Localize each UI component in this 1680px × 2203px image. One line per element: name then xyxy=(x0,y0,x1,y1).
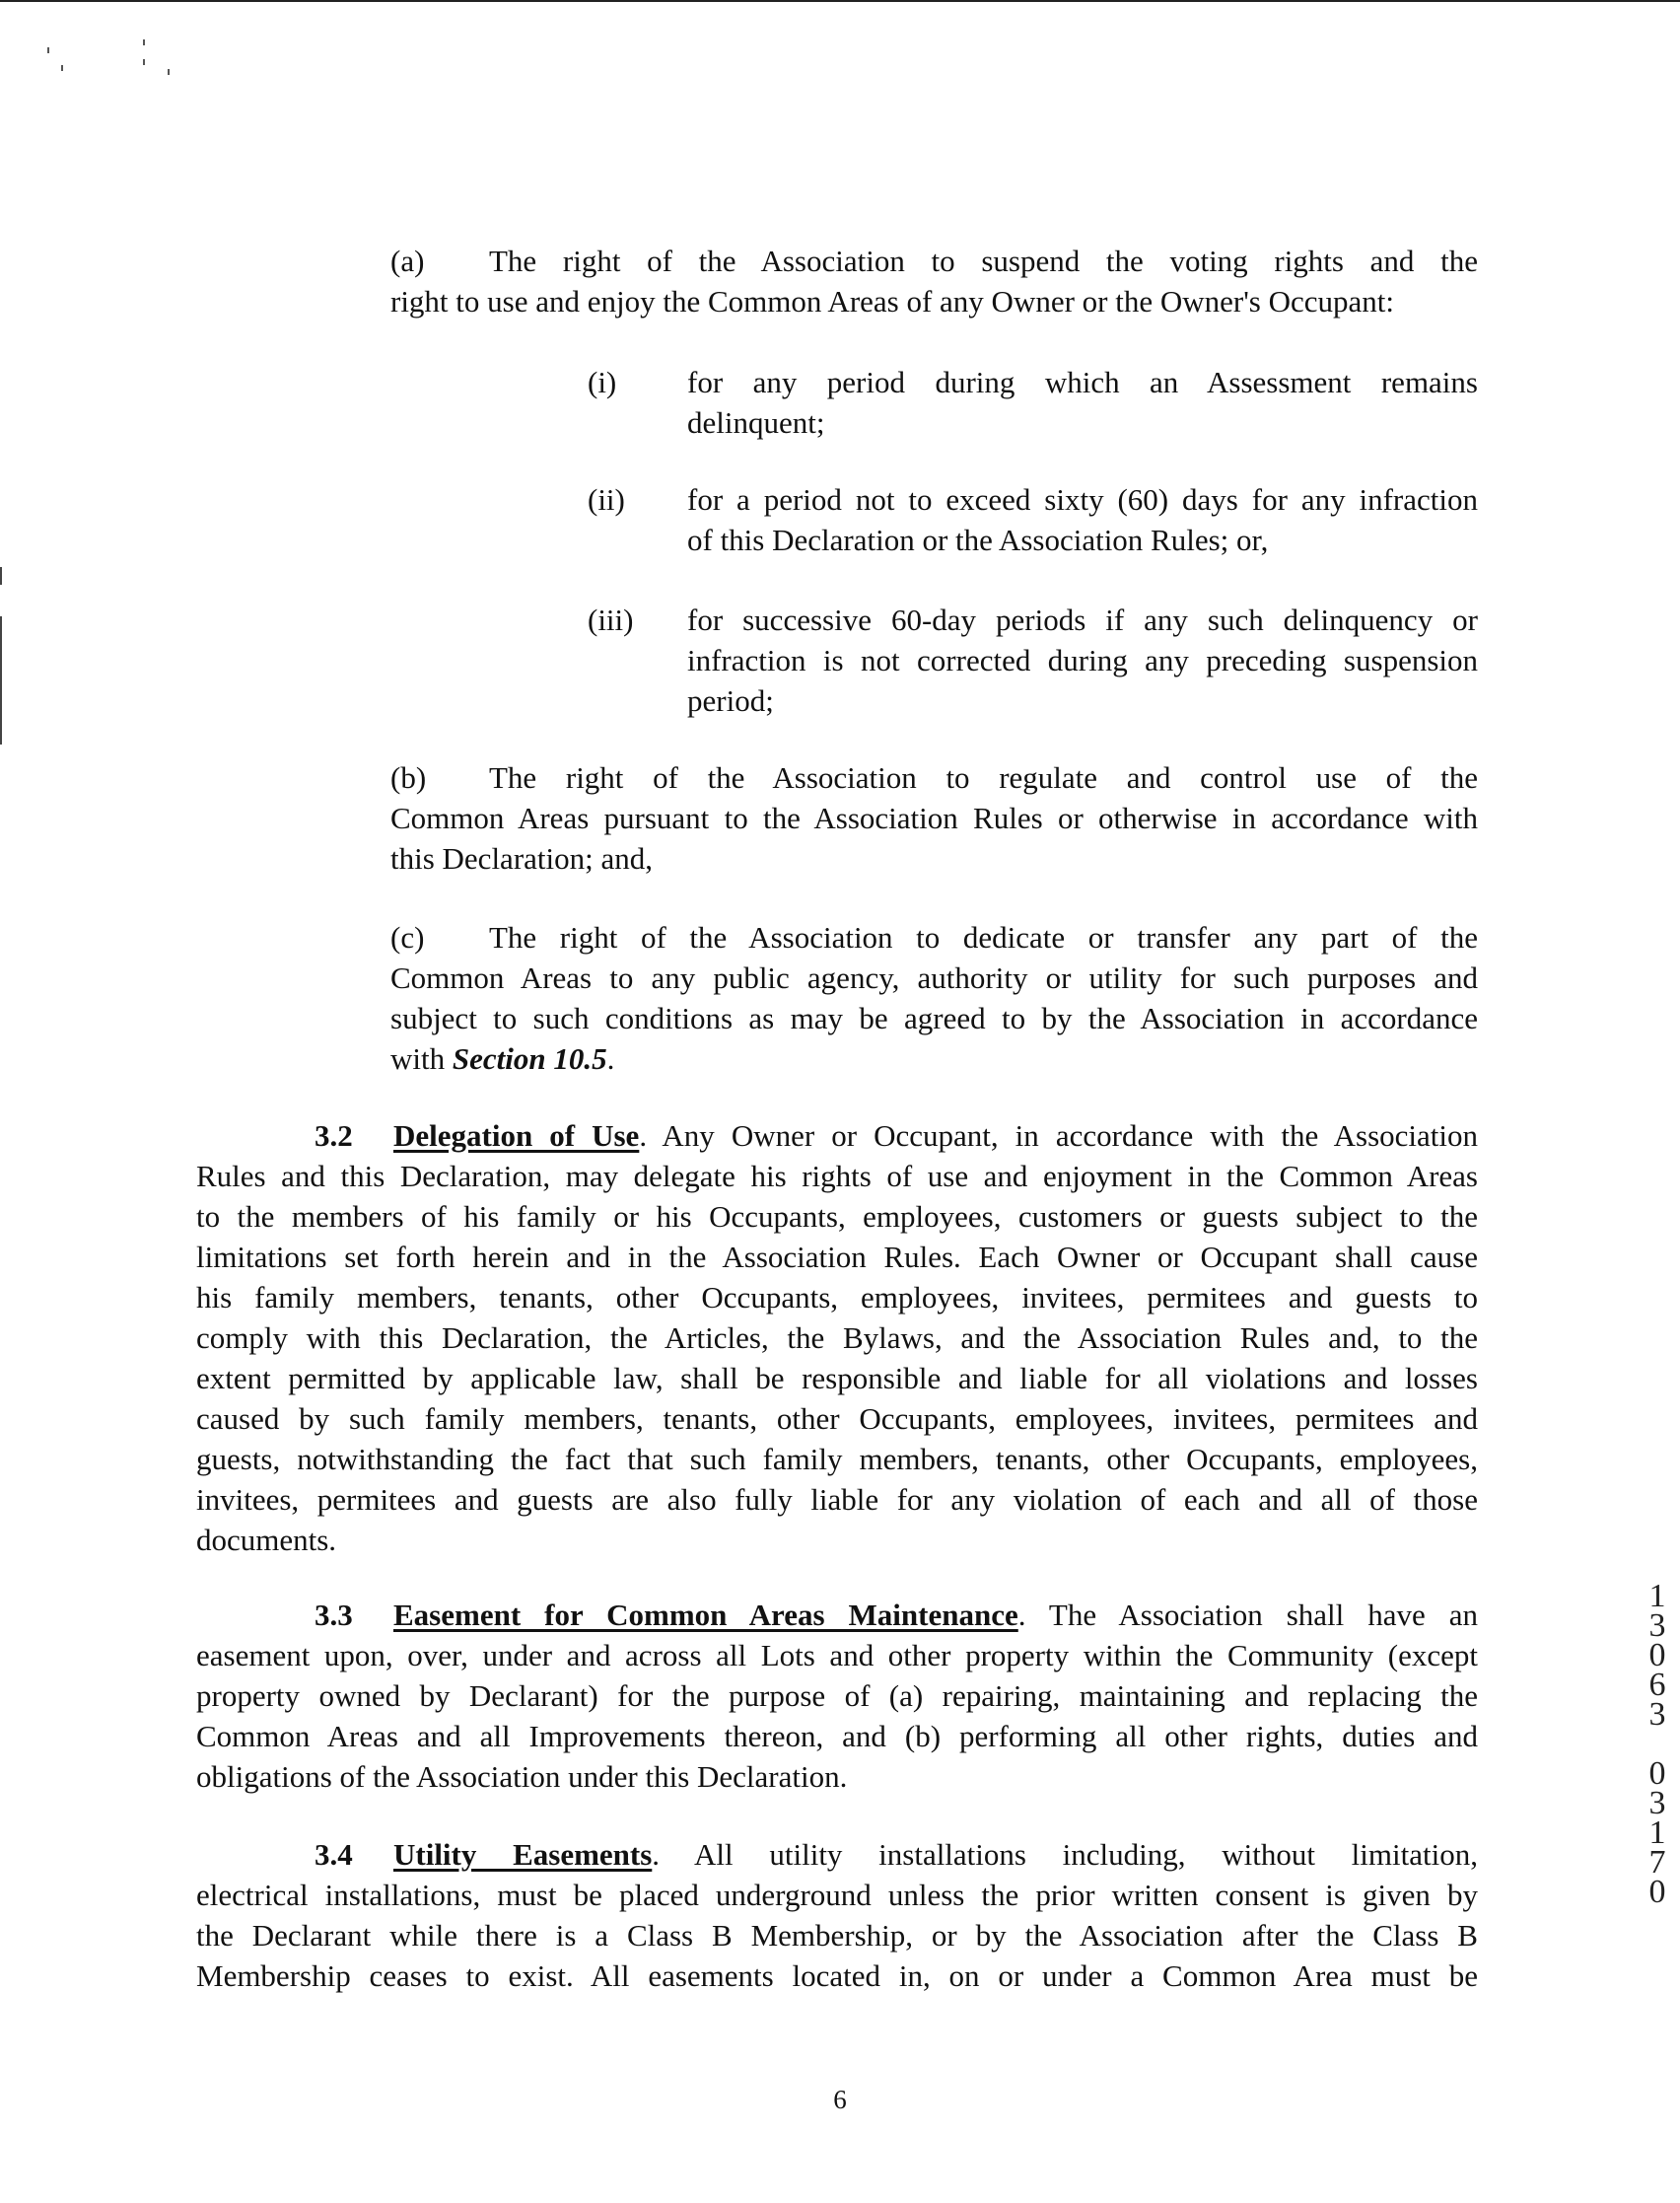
text-line: the Declarant while there is a Class B Membership, or by the Association after the Class B xyxy=(196,1918,1478,1953)
paragraph-b xyxy=(390,757,1478,879)
section-title: Utility Easements xyxy=(393,1837,653,1872)
text-line: The right of the Association to dedicate or transfer any part of the xyxy=(489,920,1478,955)
list-item-label: (ii) xyxy=(588,482,625,517)
page-number: 6 xyxy=(833,2085,847,2114)
section-number: 3.4 xyxy=(315,1837,353,1872)
text-line: for any period during which an Assessment remains xyxy=(687,365,1478,399)
scan-artifact xyxy=(168,69,170,75)
scan-artifact xyxy=(47,47,49,53)
side-stamp-number: 1 3 0 6 3 0 3 1 7 0 xyxy=(1648,1578,1666,1910)
text-line: subject to such conditions as may be agreed to by the Association in accordance xyxy=(390,1001,1478,1035)
text-line: obligations of the Association under this Declaration. xyxy=(196,1759,848,1794)
text-line: of this Declaration or the Association Rules; or, xyxy=(687,523,1269,557)
text-line: electrical installations, must be placed underground unless the prior written consent is given by xyxy=(196,1878,1478,1912)
section-3-3: 3.3 Easement for Common Areas Maintenance. The Association shall have an easement upon, over, under and across all Lots and other property within the Community (except property owned by Declarant) for the purpose of (a) repairing, maintaining and replacing the Common Areas and all Improvements thereon, and (b) performing all other rights, duties and obligations of the Association under this Declaration. xyxy=(196,1595,1478,1797)
section-3-4: 3.4 Utility Easements. All utility installations including, without limitation, electrical installations, must be placed underground unless the prior written consent is given by the Declarant while there is a Class B Membership, or by the Association after the Class B Membership ceases to exist. All easements located in, on or under a Common Area must be xyxy=(196,1834,1478,1996)
scan-artifact xyxy=(61,65,63,71)
section-number: 3.2 xyxy=(315,1118,353,1153)
text-line: for a period not to exceed sixty (60) days for any infraction xyxy=(687,482,1478,517)
section-number: 3.3 xyxy=(315,1598,353,1632)
scan-top-border xyxy=(0,0,1680,2)
section-title: Delegation of Use xyxy=(393,1118,640,1153)
scan-artifact xyxy=(143,39,145,45)
scan-edge-mark xyxy=(0,567,2,585)
text-line: Common Areas and all Improvements thereon, and (b) performing all other rights, duties and xyxy=(196,1719,1478,1753)
text-line: guests, notwithstanding the fact that such family members, tenants, other Occupants, employees, xyxy=(196,1442,1478,1476)
text-line: delinquent; xyxy=(687,405,825,440)
text-line: for successive 60-day periods if any such delinquency or xyxy=(687,603,1478,637)
section-title: Easement for Common Areas Maintenance xyxy=(393,1598,1018,1632)
section-reference: Section 10.5 xyxy=(452,1041,607,1076)
text-line: with Section 10.5. xyxy=(390,1041,615,1076)
section-3-2: 3.2 Delegation of Use. Any Owner or Occupant, in accordance with the Association Rules and this Declaration, may delegate his rights of use and enjoyment in the Common Areas to the members of his family or his Occupants, employees, customers or guests subject to the limitations set forth herein and in the Association Rules. Each Owner or Occupant shall cause his family members, tenants, other Occupants, employees, invitees, permitees and guests to comply with this Declaration, the Articles, the Bylaws, and the Association Rules and, to the extent permitted by applicable law, shall be responsible and liable for all violations and losses caused by such family members, tenants, other Occupants, employees, invitees, permitees and guests, notwithstanding the fact that such family members, tenants, other Occupants, employees, invitees, permitees and guests are also fully liable for any violation of each and all of those documents. xyxy=(196,1115,1478,1560)
paragraph-label: (c) xyxy=(390,920,425,955)
text-line: Rules and this Declaration, may delegate his rights of use and enjoyment in the Common Areas xyxy=(196,1159,1478,1193)
paragraph-label: (a) xyxy=(390,244,425,278)
text-line: his family members, tenants, other Occupants, employees, invitees, permitees and guests to xyxy=(196,1280,1478,1315)
text-line: comply with this Declaration, the Articles, the Bylaws, and the Association Rules and, to the xyxy=(196,1320,1478,1355)
text-line: The right of the Association to regulate and control use of the xyxy=(489,760,1478,795)
text-line: limitations set forth herein and in the Association Rules. Each Owner or Occupant shall cause xyxy=(196,1240,1478,1274)
text-line: infraction is not corrected during any preceding suspension xyxy=(687,643,1478,677)
text-line: easement upon, over, under and across all Lots and other property within the Community (except xyxy=(196,1638,1478,1672)
text-line: property owned by Declarant) for the purpose of (a) repairing, maintaining and replacing the xyxy=(196,1678,1478,1713)
text-line: extent permitted by applicable law, shall be responsible and liable for all violations and losses xyxy=(196,1361,1478,1395)
text-line: The right of the Association to suspend the voting rights and the xyxy=(489,244,1478,278)
paragraph-label: (b) xyxy=(390,760,427,795)
text-line: invitees, permitees and guests are also fully liable for any violation of each and all of those xyxy=(196,1482,1478,1517)
list-item-label: (i) xyxy=(588,365,617,399)
paragraph-a xyxy=(390,241,1478,321)
text-line: period; xyxy=(687,683,774,718)
text-line: this Declaration; and, xyxy=(390,841,653,876)
paragraph-c xyxy=(390,917,1478,1079)
scan-edge-mark xyxy=(0,616,2,745)
scan-artifact xyxy=(143,59,145,65)
text-line: right to use and enjoy the Common Areas of any Owner or the Owner's Occupant: xyxy=(390,284,1395,319)
text-line: caused by such family members, tenants, other Occupants, employees, invitees, permitees and xyxy=(196,1401,1478,1436)
list-item-iii xyxy=(687,600,1478,721)
list-item-ii xyxy=(687,479,1478,560)
list-item-label: (iii) xyxy=(588,603,634,637)
list-item-i xyxy=(687,362,1478,443)
text-line: Common Areas pursuant to the Association Rules or otherwise in accordance with xyxy=(390,801,1478,835)
text-line: to the members of his family or his Occupants, employees, customers or guests subject to the xyxy=(196,1199,1478,1234)
text-line: Membership ceases to exist. All easements located in, on or under a Common Area must be xyxy=(196,1958,1478,1993)
text-line: Common Areas to any public agency, authority or utility for such purposes and xyxy=(390,960,1478,995)
text-line: documents. xyxy=(196,1523,337,1557)
